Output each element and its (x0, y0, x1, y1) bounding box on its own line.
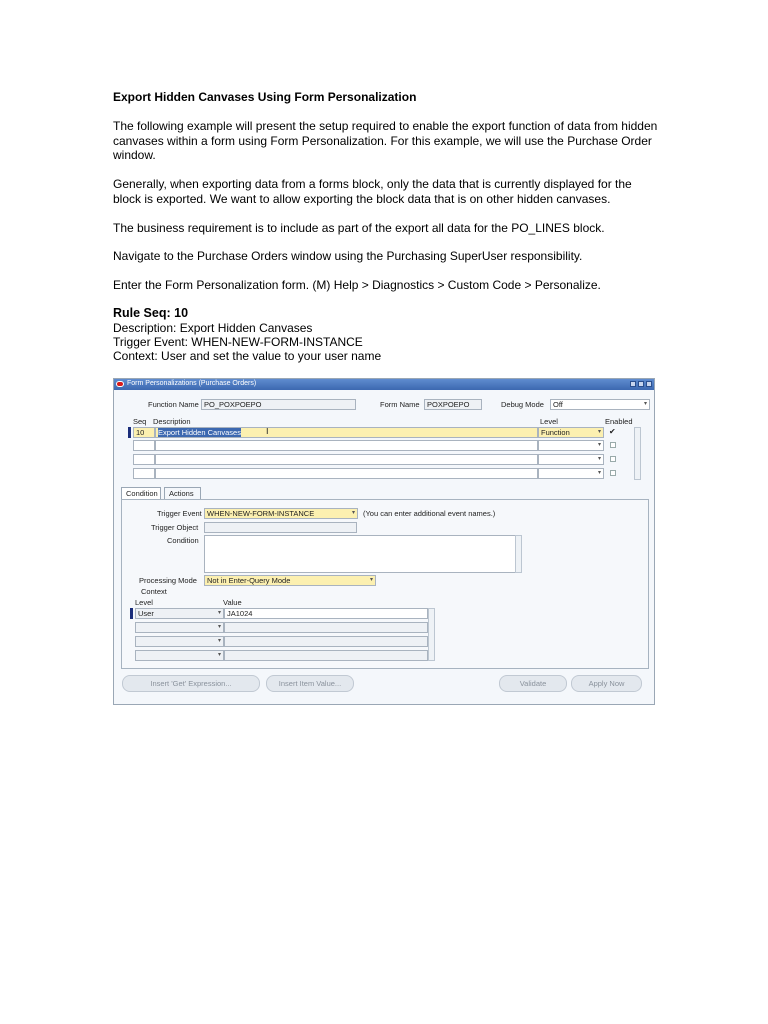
debug-mode-select[interactable] (550, 399, 650, 410)
current-record-indicator (128, 427, 131, 438)
condition-label: Condition (167, 536, 199, 545)
enabled-checkbox-empty[interactable] (610, 442, 616, 448)
chevron-down-icon: ▾ (217, 624, 221, 630)
context-label: Context (141, 587, 167, 596)
requirement-paragraph: The business requirement is to include as part of the export all data for the PO_LINES block. (113, 221, 605, 235)
description-field-empty[interactable] (155, 440, 538, 451)
trigger-event-label: Trigger Event (157, 509, 202, 518)
intro-paragraph: The following example will present the setup required to enable the export function of data from hidden canvases within a form using Form Personalization. For this example, we will use the Purchase Order window. (113, 119, 658, 162)
enabled-column-header: Enabled (605, 417, 633, 426)
debug-mode-value: Off (553, 400, 563, 409)
enter-form-paragraph: Enter the Form Personalization form. (M) Help > Diagnostics > Custom Code > Personalize. (113, 278, 601, 292)
condition-scrollbar[interactable] (515, 535, 522, 573)
insert-item-value-button[interactable]: Insert Item Value... (266, 675, 354, 692)
level-column-header: Level (540, 417, 558, 426)
rule-description-line: Description: Export Hidden Canvases (113, 321, 313, 335)
rules-scrollbar[interactable] (634, 427, 641, 480)
enabled-checkbox[interactable]: ✔ (609, 427, 616, 436)
context-value-field[interactable]: JA1024 (224, 608, 428, 619)
oracle-logo-icon (116, 381, 124, 387)
chevron-down-icon: ▾ (369, 577, 373, 583)
description-column-header: Description (153, 417, 191, 426)
rule-seq-heading: Rule Seq: 10 (113, 306, 189, 320)
insert-get-expression-button[interactable]: Insert 'Get' Expression... (122, 675, 260, 692)
chevron-down-icon: ▾ (217, 638, 221, 644)
context-scrollbar[interactable] (428, 608, 435, 661)
form-name-field[interactable]: POXPOEPO (424, 399, 482, 410)
condition-textarea[interactable] (204, 535, 516, 573)
level-select-empty[interactable] (538, 440, 604, 451)
form-name-label: Form Name (380, 400, 420, 409)
function-name-label: Function Name (148, 400, 199, 409)
context-value-field-empty[interactable] (224, 622, 428, 633)
context-level-select-empty[interactable] (135, 622, 224, 633)
maximize-icon[interactable] (638, 381, 644, 387)
trigger-object-field[interactable] (204, 522, 357, 533)
chevron-down-icon: ▾ (643, 401, 647, 407)
navigate-paragraph: Navigate to the Purchase Orders window using the Purchasing SuperUser responsibility. (113, 249, 583, 263)
trigger-event-hint: (You can enter additional event names.) (363, 509, 496, 518)
tab-condition[interactable]: Condition (121, 487, 161, 499)
level-select-empty[interactable] (538, 468, 604, 479)
debug-mode-label: Debug Mode (501, 400, 544, 409)
trigger-object-label: Trigger Object (151, 523, 199, 532)
seq-field-empty[interactable] (133, 454, 155, 465)
seq-column-header: Seq (133, 417, 147, 426)
close-icon[interactable] (646, 381, 652, 387)
context-level-select-empty[interactable] (135, 636, 224, 647)
seq-field[interactable]: 10 (133, 427, 155, 438)
chevron-down-icon: ▾ (217, 652, 221, 658)
description-selected-text: Export Hidden Canvases (158, 428, 241, 437)
chevron-down-icon: ▾ (597, 429, 601, 435)
generally-paragraph: Generally, when exporting data from a forms block, only the data that is currently displayed for the block is exported. We want to allow exporting the block data that is on other hidden canvases. (113, 177, 632, 206)
trigger-event-value: WHEN-NEW-FORM-INSTANCE (207, 509, 315, 518)
context-level-select[interactable] (135, 608, 224, 619)
trigger-event-select[interactable] (204, 508, 358, 519)
chevron-down-icon: ▾ (597, 456, 601, 462)
function-name-field[interactable]: PO_POXPOEPO (201, 399, 356, 410)
form-personalizations-window (113, 378, 655, 705)
chevron-down-icon: ▾ (351, 510, 355, 516)
description-field-empty[interactable] (155, 468, 538, 479)
level-select[interactable] (538, 427, 604, 438)
rule-context-line: Context: User and set the value to your user name (113, 349, 382, 363)
processing-mode-select[interactable] (204, 575, 376, 586)
processing-mode-label: Processing Mode (139, 576, 197, 585)
context-value-header: Value (223, 598, 242, 607)
enabled-checkbox-empty[interactable] (610, 456, 616, 462)
context-value-field-empty[interactable] (224, 636, 428, 647)
tab-actions[interactable]: Actions (164, 487, 201, 499)
window-title: Form Personalizations (Purchase Orders) (127, 380, 257, 387)
text-cursor-icon: I (266, 427, 269, 436)
minimize-icon[interactable] (630, 381, 636, 387)
context-level-select-empty[interactable] (135, 650, 224, 661)
level-select-empty[interactable] (538, 454, 604, 465)
context-value-field-empty[interactable] (224, 650, 428, 661)
context-level-value: User (138, 609, 154, 618)
chevron-down-icon: ▾ (597, 470, 601, 476)
context-record-indicator (130, 608, 133, 619)
processing-mode-value: Not in Enter-Query Mode (207, 576, 291, 585)
enabled-checkbox-empty[interactable] (610, 470, 616, 476)
context-level-header: Level (135, 598, 153, 607)
chevron-down-icon: ▾ (597, 442, 601, 448)
description-field[interactable] (155, 427, 538, 438)
description-field-empty[interactable] (155, 454, 538, 465)
validate-button[interactable]: Validate (499, 675, 567, 692)
apply-now-button[interactable]: Apply Now (571, 675, 642, 692)
window-titlebar (114, 379, 654, 390)
document-title: Export Hidden Canvases Using Form Personalization (113, 90, 417, 104)
rule-trigger-line: Trigger Event: WHEN-NEW-FORM-INSTANCE (113, 335, 363, 349)
seq-field-empty[interactable] (133, 440, 155, 451)
seq-field-empty[interactable] (133, 468, 155, 479)
level-value: Function (541, 428, 570, 437)
chevron-down-icon: ▾ (217, 610, 221, 616)
